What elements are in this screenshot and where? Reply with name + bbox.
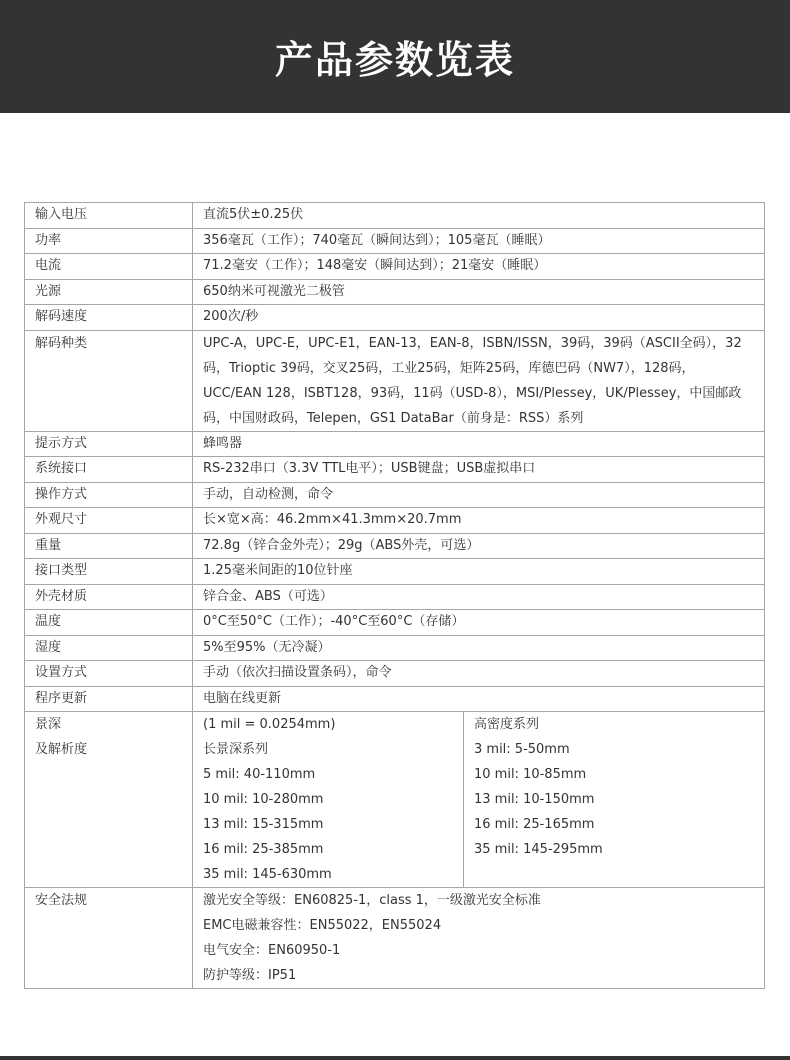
depth-line: 35 mil: 145-295mm	[474, 842, 603, 857]
row-label: 解码速度	[25, 305, 193, 331]
decode-line: 码，Trioptic 39码，交叉25码，工业25码，矩阵25码，库德巴码（NW7），128码，	[203, 360, 695, 376]
row-value: 0°C至50°C（工作）；-40°C至60°C（存储）	[193, 610, 765, 636]
row-label: 程序更新	[25, 686, 193, 712]
row-value: 长×宽×高：46.2mm×41.3mm×20.7mm	[193, 508, 765, 534]
row-label: 湿度	[25, 635, 193, 661]
table-row	[25, 457, 765, 483]
depth-label-line: 景深	[35, 717, 62, 732]
safety-line: 防护等级：IP51	[203, 968, 297, 983]
table-row	[25, 203, 765, 229]
depth-line: 13 mil: 10-150mm	[474, 792, 595, 807]
depth-line: 13 mil: 15-315mm	[203, 817, 324, 832]
row-value: 200次/秒	[193, 305, 765, 331]
table-row	[25, 482, 765, 508]
table-row-safety	[25, 888, 765, 989]
row-value: 手动（依次扫描设置条码），命令	[193, 661, 765, 687]
row-value: RS-232串口（3.3V TTL电平）；USB键盘；USB虚拟串口	[193, 457, 765, 483]
depth-line: 10 mil: 10-280mm	[203, 792, 324, 807]
decode-line: UCC/EAN 128，ISBT128，93码，11码（USD-8），MSI/Plessey，UK/Plessey，中国邮政	[203, 385, 742, 401]
table-row	[25, 305, 765, 331]
spec-table	[24, 202, 765, 989]
depth-line: 3 mil: 5-50mm	[474, 742, 570, 757]
table-row	[25, 508, 765, 534]
table-row	[25, 533, 765, 559]
depth-high-density-column	[464, 712, 765, 888]
decode-line: UPC-A，UPC-E，UPC-E1，EAN-13，EAN-8，ISBN/ISSN，39码，39码（ASCII全码），32	[203, 335, 742, 351]
table-row	[25, 559, 765, 585]
row-label: 功率	[25, 228, 193, 254]
depth-line: 16 mil: 25-165mm	[474, 817, 595, 832]
row-value: 锌合金、ABS（可选）	[193, 584, 765, 610]
row-value: 手动，自动检测，命令	[193, 482, 765, 508]
table-row-depth	[25, 712, 765, 888]
table-row	[25, 254, 765, 280]
row-label: 电流	[25, 254, 193, 280]
depth-line: 16 mil: 25-385mm	[203, 842, 324, 857]
safety-line: EMC电磁兼容性：EN55022，EN55024	[203, 918, 442, 933]
safety-line: 电气安全：EN60950-1	[203, 943, 341, 958]
row-value: 电脑在线更新	[193, 686, 765, 712]
row-value: 71.2毫安（工作）；148毫安（瞬间达到）；21毫安（睡眠）	[193, 254, 765, 280]
row-label: 接口类型	[25, 559, 193, 585]
table-row	[25, 330, 765, 431]
row-label	[25, 712, 193, 888]
table-row	[25, 610, 765, 636]
table-row	[25, 635, 765, 661]
row-value: 5%至95%（无冷凝）	[193, 635, 765, 661]
row-label: 外壳材质	[25, 584, 193, 610]
bottom-divider	[0, 1056, 790, 1060]
page-header	[0, 0, 790, 113]
table-row	[25, 279, 765, 305]
decode-line: 码，中国财政码，Telepen，GS1 DataBar（前身是：RSS）系列	[203, 410, 584, 426]
row-label: 温度	[25, 610, 193, 636]
depth-standard-column	[193, 712, 464, 888]
row-label: 操作方式	[25, 482, 193, 508]
row-label: 输入电压	[25, 203, 193, 229]
row-label: 外观尺寸	[25, 508, 193, 534]
table-row	[25, 431, 765, 457]
page-title: 产品参数览表	[274, 38, 515, 82]
depth-line: 10 mil: 10-85mm	[474, 767, 587, 782]
row-label: 解码种类	[25, 330, 193, 431]
table-row	[25, 228, 765, 254]
depth-label-line: 及解析度	[35, 742, 88, 757]
row-label: 提示方式	[25, 431, 193, 457]
table-row	[25, 686, 765, 712]
row-value: 1.25毫米间距的10位针座	[193, 559, 765, 585]
row-value	[193, 330, 765, 431]
row-label: 光源	[25, 279, 193, 305]
row-value: 蜂鸣器	[193, 431, 765, 457]
row-value: 直流5伏±0.25伏	[193, 203, 765, 229]
row-label: 设置方式	[25, 661, 193, 687]
table-row	[25, 584, 765, 610]
row-value: 72.8g（锌合金外壳）；29g（ABS外壳，可选）	[193, 533, 765, 559]
row-value: 356毫瓦（工作）；740毫瓦（瞬间达到）；105毫瓦（睡眠）	[193, 228, 765, 254]
depth-line: 高密度系列	[474, 717, 540, 732]
row-label: 系统接口	[25, 457, 193, 483]
row-label: 重量	[25, 533, 193, 559]
table-row	[25, 661, 765, 687]
depth-line: 长景深系列	[203, 742, 269, 757]
safety-line: 激光安全等级：EN60825-1，class 1，一级激光安全标准	[203, 893, 541, 908]
depth-line: 35 mil: 145-630mm	[203, 867, 332, 882]
depth-line: 5 mil: 40-110mm	[203, 767, 316, 782]
row-value: 650纳米可视激光二极管	[193, 279, 765, 305]
row-label: 安全法规	[25, 888, 193, 989]
depth-line: (1 mil = 0.0254mm)	[203, 717, 336, 732]
safety-values	[193, 888, 765, 989]
